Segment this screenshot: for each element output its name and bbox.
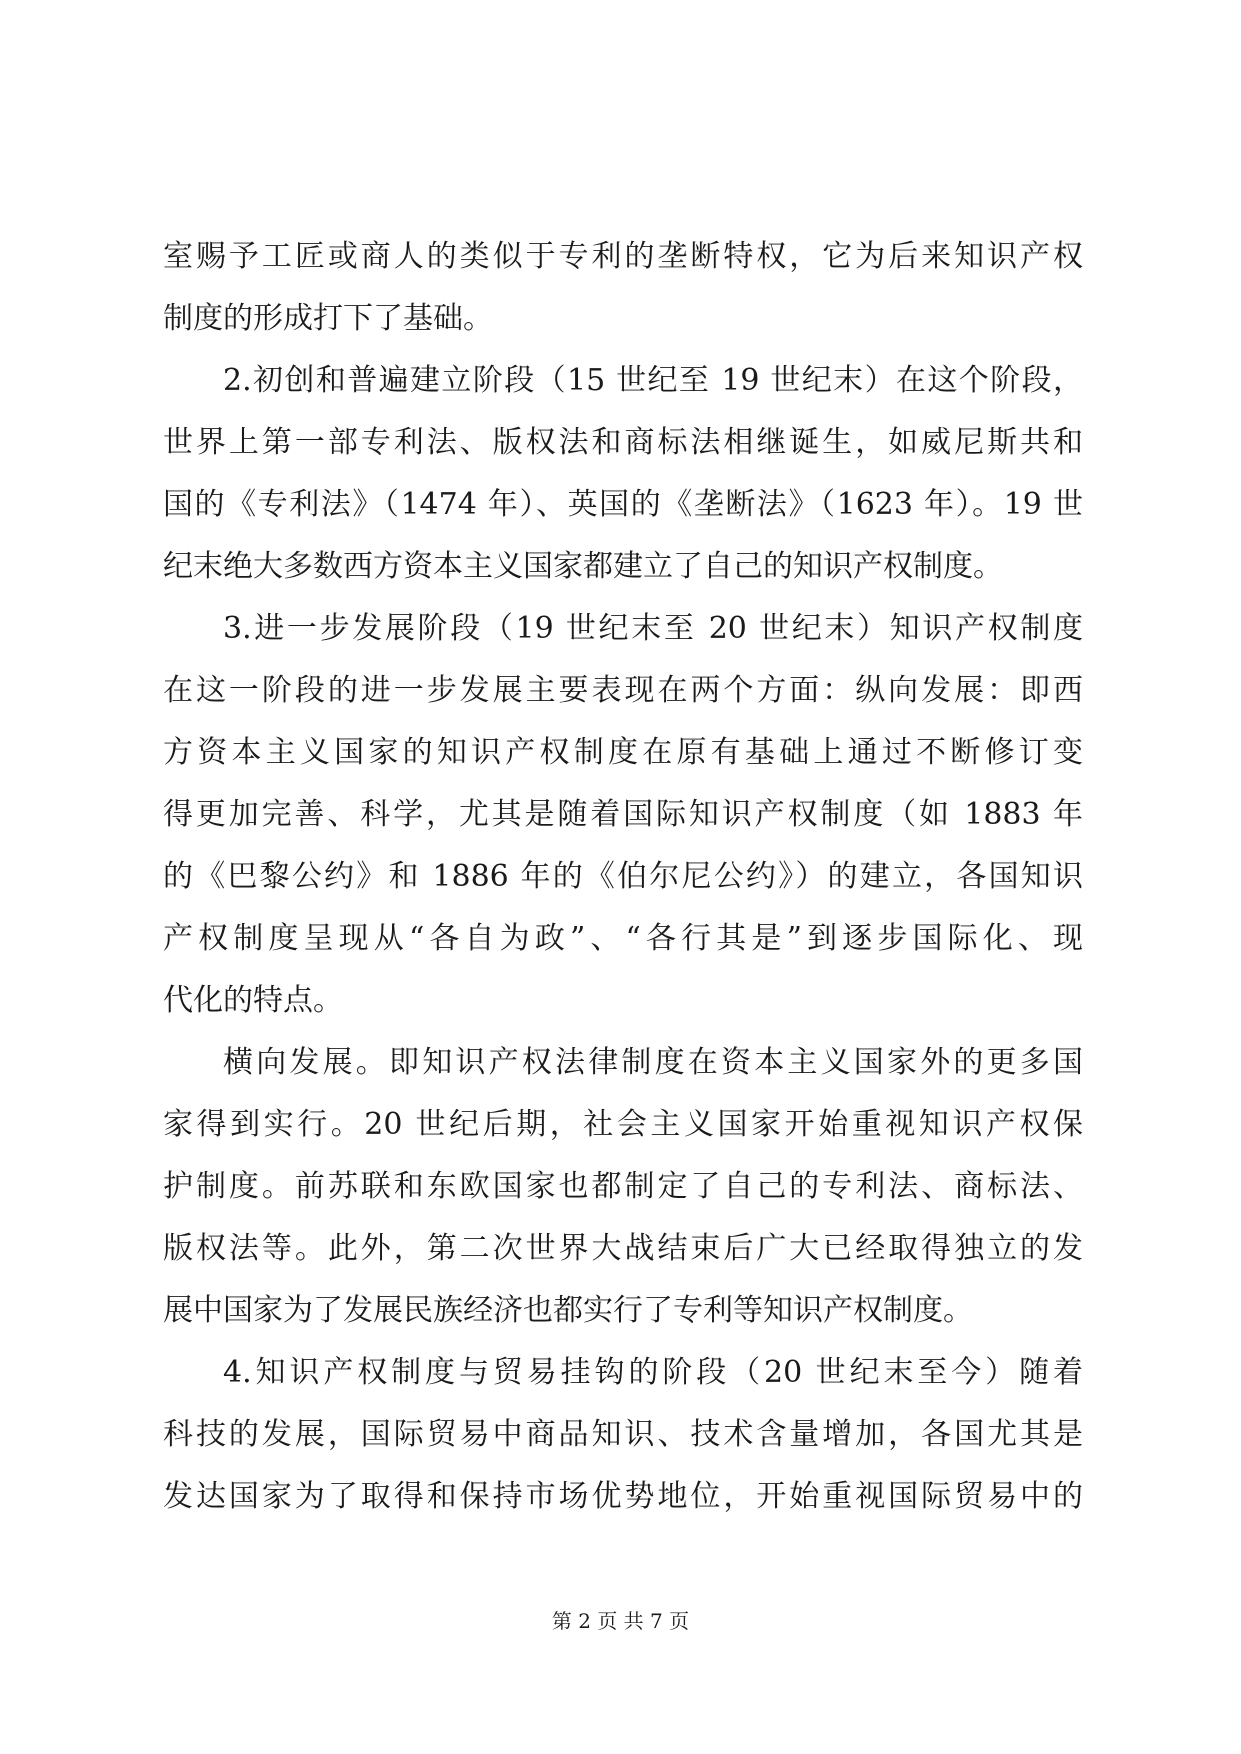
text-line: 国的《专利法》（1474 年）、英国的《垄断法》（1623 年）。19 世 — [163, 487, 1083, 522]
text-line: 制度的形成打下了基础。 — [163, 301, 493, 336]
text-line: 横向发展。即知识产权法律制度在资本主义国家外的更多国 — [223, 1045, 1083, 1080]
text-line: 家得到实行。20 世纪后期，社会主义国家开始重视知识产权保 — [163, 1107, 1083, 1142]
text-line: 在这一阶段的进一步发展主要表现在两个方面：纵向发展：即西 — [163, 673, 1083, 708]
text-line: 方资本主义国家的知识产权制度在原有基础上通过不断修订变 — [163, 735, 1083, 770]
text-line: 科技的发展，国际贸易中商品知识、技术含量增加，各国尤其是 — [163, 1417, 1083, 1452]
text-line: 护制度。前苏联和东欧国家也都制定了自己的专利法、商标法、 — [163, 1169, 1083, 1204]
text-line: 3.进一步发展阶段（19 世纪末至 20 世纪末）知识产权制度 — [223, 611, 1083, 646]
text-line: 产权制度呈现从“各自为政”、“各行其是”到逐步国际化、现 — [163, 921, 1083, 956]
text-line: 版权法等。此外，第二次世界大战结束后广大已经取得独立的发 — [163, 1231, 1083, 1266]
text-line: 纪末绝大多数西方资本主义国家都建立了自己的知识产权制度。 — [163, 549, 1003, 584]
text-line: 的《巴黎公约》和 1886 年的《伯尔尼公约》）的建立，各国知识 — [163, 859, 1083, 894]
body-text — [163, 226, 1083, 1528]
text-line: 4.知识产权制度与贸易挂钩的阶段（20 世纪末至今）随着 — [223, 1355, 1083, 1390]
text-line: 世界上第一部专利法、版权法和商标法相继诞生，如威尼斯共和 — [163, 425, 1083, 460]
text-line: 展中国家为了发展民族经济也都实行了专利等知识产权制度。 — [163, 1293, 973, 1328]
text-line: 发达国家为了取得和保持市场优势地位，开始重视国际贸易中的 — [163, 1479, 1083, 1514]
text-line: 代化的特点。 — [163, 983, 343, 1018]
page-number-footer: 第 2 页 共 7 页 — [551, 1609, 690, 1633]
text-line: 2.初创和普遍建立阶段（15 世纪至 19 世纪末）在这个阶段， — [223, 363, 1083, 398]
text-line: 得更加完善、科学，尤其是随着国际知识产权制度（如 1883 年 — [163, 797, 1083, 832]
text-line: 室赐予工匠或商人的类似于专利的垄断特权，它为后来知识产权 — [163, 239, 1083, 274]
